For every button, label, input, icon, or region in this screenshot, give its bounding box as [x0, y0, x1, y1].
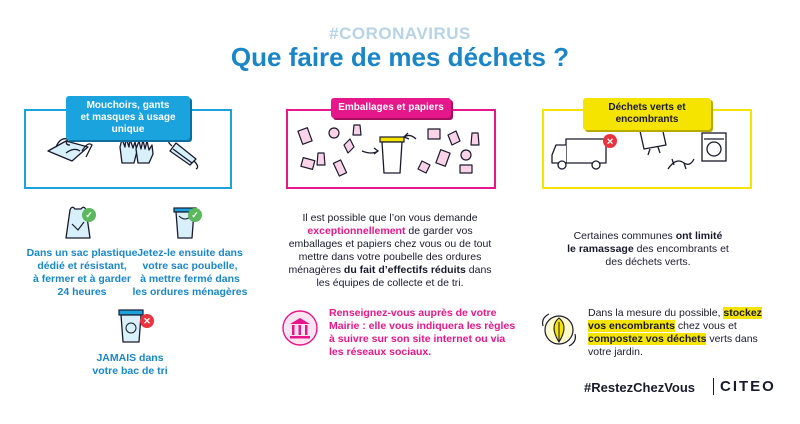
never-text: [80, 352, 180, 378]
bulky-text: des encombrants et: [633, 243, 729, 255]
packaging-line: Il est possible que l’on vous demande: [302, 212, 478, 224]
tag-masks-gloves: [66, 96, 190, 140]
page-title: Que faire de mes déchets ?: [230, 42, 570, 72]
step2-line: votre sac poubelle,: [142, 260, 238, 272]
tip-text: chez vous et: [674, 320, 737, 332]
never-line: JAMAIS dans: [96, 352, 164, 364]
tag-packaging: Emballages et papiers: [331, 98, 451, 118]
tip-text: verts dans: [706, 333, 758, 345]
packaging-bold: du fait d’effectifs réduits: [343, 264, 466, 276]
tip-highlight: vos encombrants: [588, 320, 675, 332]
tv-icon: [640, 127, 666, 155]
bulky-paragraph: [548, 230, 748, 269]
packaging-line: mettre dans votre poubelle des ordures: [298, 251, 482, 263]
packaging-line: emballages et papiers chez vous ou de tout: [288, 238, 492, 250]
step1-line: Dans un sac plastique: [26, 247, 138, 259]
tip-highlight: compostez vos déchets: [588, 333, 707, 345]
bulky-bold: ont limité: [675, 230, 723, 242]
packaging-frame: [286, 109, 496, 189]
tip-line: [588, 307, 778, 320]
tissues-icon: [48, 139, 92, 161]
check-icon: ✓: [188, 208, 202, 222]
bulky-text: Certaines communes: [573, 230, 676, 242]
bulky-line: [548, 230, 748, 243]
town-hall-info: [329, 307, 519, 359]
packaging-line: [262, 225, 518, 238]
bulky-tip: [588, 307, 778, 359]
leaf-compost-icon: [539, 310, 579, 350]
mask-icon: [168, 138, 197, 169]
hashtag-restez-chez-vous: #RestezChezVous: [584, 380, 696, 395]
step2-line: à mettre fermé dans: [140, 273, 240, 285]
tag-masks-line1: Mouchoirs, gants: [86, 100, 170, 111]
packaging-text: de garder vos: [405, 225, 473, 237]
info-line: à suivre sur son site internet ou via: [329, 333, 506, 345]
branch-icon: [668, 159, 694, 169]
bulky-line: [548, 243, 748, 256]
packaging-paragraph: [262, 212, 518, 290]
packaging-emphasis: exceptionnellement: [307, 225, 406, 237]
footer-divider: [713, 378, 714, 395]
washing-machine-icon: [702, 133, 726, 161]
yellow-bin-icon: [380, 137, 404, 173]
hashtag-coronavirus: #CORONAVIRUS: [329, 24, 471, 43]
info-line: les réseaux sociaux.: [329, 346, 432, 358]
packaging-text: ménagères: [288, 264, 344, 276]
step2-text: [130, 247, 250, 299]
info-line: Mairie : elle vous indiquera les règles: [329, 320, 516, 332]
packaging-line: les équipes de collecte et de tri.: [316, 277, 464, 289]
step2-line: Jetez-le ensuite dans: [137, 247, 243, 259]
truck-icon: [552, 139, 606, 169]
step1-text: [20, 247, 144, 299]
cross-icon: ✕: [606, 136, 614, 147]
tip-line: [588, 333, 778, 346]
info-line: Renseignez-vous auprès de votre: [329, 307, 497, 319]
tip-highlight: stockez: [723, 307, 762, 319]
check-icon: ✓: [82, 208, 96, 222]
tip-line: votre jardin.: [588, 346, 643, 358]
step1-line: à fermer et à garder: [32, 273, 132, 285]
packaging-text: dans: [465, 264, 492, 276]
packaging-illustration: [288, 111, 494, 187]
tag-masks-line2: et masques à usage unique: [80, 112, 176, 135]
town-hall-icon: [282, 310, 318, 346]
packaging-line: [262, 264, 518, 277]
step2-line: les ordures ménagères: [132, 286, 248, 298]
bulky-bold: le ramassage: [567, 243, 634, 255]
never-line: votre bac de tri: [92, 365, 168, 377]
tag-green-bulky: Déchets verts et encombrants: [583, 98, 711, 130]
cross-icon: ✕: [140, 314, 154, 328]
bulky-line: des déchets verts.: [605, 256, 691, 268]
citeo-logo: CITEO: [720, 378, 776, 395]
step1-line: dédié et résistant,: [37, 260, 127, 272]
tip-text: Dans la mesure du possible,: [588, 307, 724, 319]
step1-line: 24 heures: [57, 286, 107, 298]
tip-line: [588, 320, 778, 333]
gloves-icon: [120, 138, 153, 163]
